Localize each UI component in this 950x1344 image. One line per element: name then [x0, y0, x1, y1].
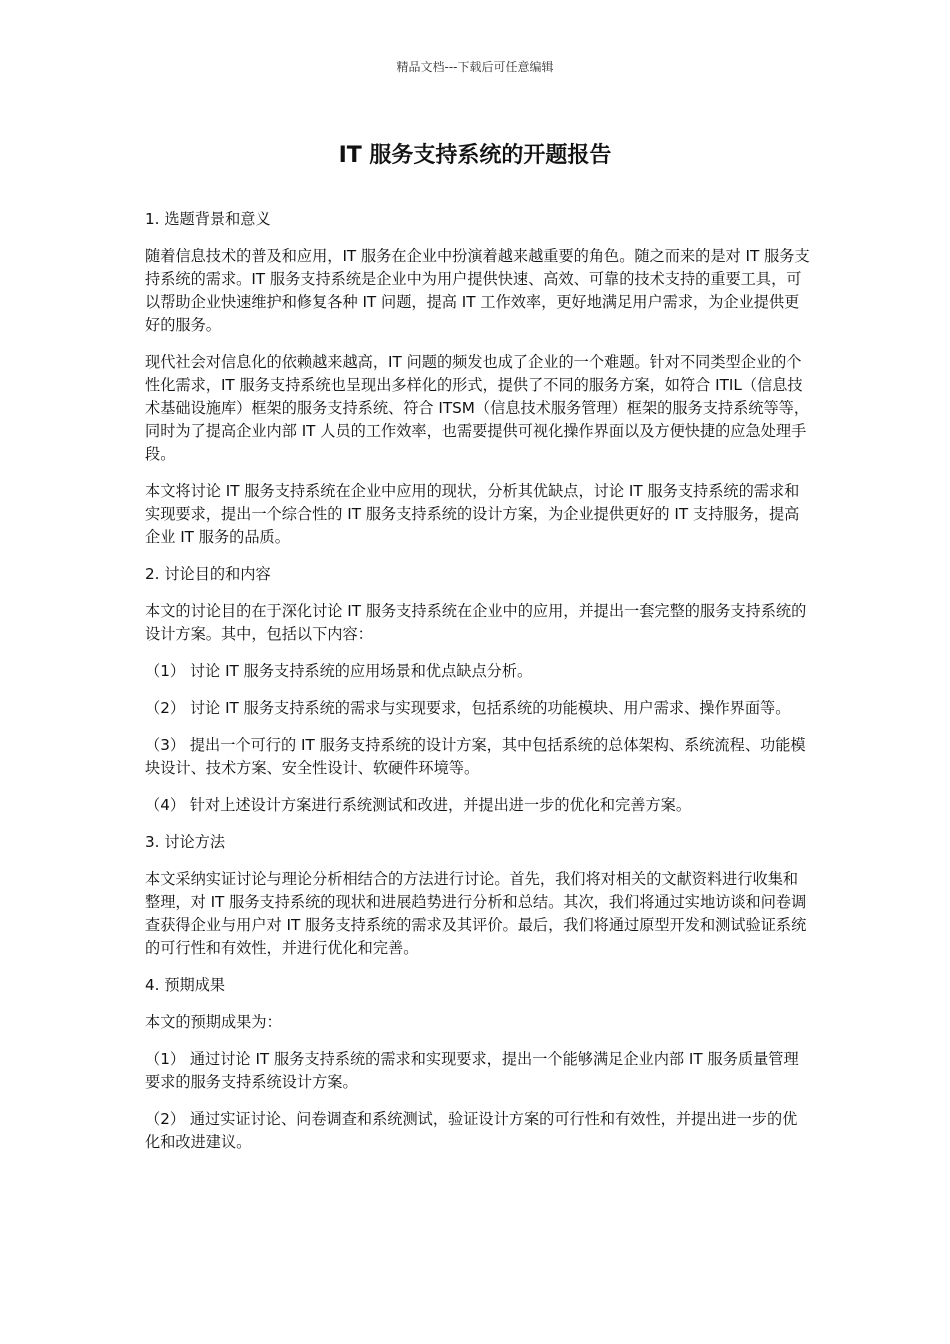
list-item-purpose-1: （1） 讨论 IT 服务支持系统的应用场景和优点缺点分析。 — [145, 662, 533, 680]
paragraph-method: 本文采纳实证讨论与理论分析相结合的方法进行讨论。首先，我们将对相关的文献资料进行收集和整理，对 IT 服务支持系统的现状和进展趋势进行分析和总结。其次，我们将通过实地访谈和问卷调查获得企业与用户对 IT 服务支持系统的需求及其评价。最后，我们将通过原型开发和测试验证系统的可行性和有效性，并进行优化和完善。 — [145, 870, 807, 957]
document-body — [145, 208, 810, 1168]
list-item-purpose-3: （3） 提出一个可行的 IT 服务支持系统的设计方案，其中包括系统的总体架构、系统流程、功能模块设计、技术方案、安全性设计、软硬件环境等。 — [145, 736, 806, 777]
paragraph-purpose-intro: 本文的讨论目的在于深化讨论 IT 服务支持系统在企业中的应用，并提出一套完整的服务支持系统的设计方案。其中，包括以下内容： — [145, 602, 807, 643]
list-item-outcome-1: （1） 通过讨论 IT 服务支持系统的需求和实现要求，提出一个能够满足企业内部 IT 服务质量管理要求的服务支持系统设计方案。 — [145, 1050, 799, 1091]
document-title: IT 服务支持系统的开题报告 — [338, 143, 612, 168]
section-heading-method: 3. 讨论方法 — [145, 833, 226, 851]
paragraph-outcomes-intro: 本文的预期成果为： — [145, 1013, 282, 1031]
list-item-outcome-2: （2） 通过实证讨论、问卷调查和系统测试，验证设计方案的可行性和有效性，并提出进一步的优化和改进建议。 — [145, 1110, 798, 1151]
paragraph-background-1: 随着信息技术的普及和应用，IT 服务在企业中扮演着越来越重要的角色。随之而来的是对 IT 服务支持系统的需求。IT 服务支持系统是企业中为用户提供快速、高效、可靠的技术支持的重要工具，可以帮助企业快速维护和修复各种 IT 问题，提高 IT 工作效率，更好地满足用户需求，为企业提供更好的服务。 — [145, 247, 810, 334]
list-item-purpose-2: （2） 讨论 IT 服务支持系统的需求与实现要求，包括系统的功能模块、用户需求、操作界面等。 — [145, 699, 791, 717]
list-item-purpose-4: （4） 针对上述设计方案进行系统测试和改进，并提出进一步的优化和完善方案。 — [145, 796, 692, 814]
section-heading-outcomes: 4. 预期成果 — [145, 976, 226, 994]
page-header: 精品文档---下载后可任意编辑 — [396, 60, 554, 74]
section-heading-purpose: 2. 讨论目的和内容 — [145, 565, 271, 583]
section-heading-background: 1. 选题背景和意义 — [145, 210, 271, 228]
paragraph-background-3: 本文将讨论 IT 服务支持系统在企业中应用的现状，分析其优缺点，讨论 IT 服务支持系统的需求和实现要求，提出一个综合性的 IT 服务支持系统的设计方案，为企业提供更好的 IT 支持服务，提高企业 IT 服务的品质。 — [145, 482, 800, 546]
paragraph-background-2: 现代社会对信息化的依赖越来越高，IT 问题的频发也成了企业的一个难题。针对不同类型企业的个性化需求，IT 服务支持系统也呈现出多样化的形式，提供了不同的服务方案，如符合 ITIL（信息技术基础设施库）框架的服务支持系统、符合 ITSM（信息技术服务管理）框架的服务支持系统等等，同时为了提高企业内部 IT 人员的工作效率，也需要提供可视化操作界面以及方便快捷的应急处理手段。 — [145, 353, 810, 463]
